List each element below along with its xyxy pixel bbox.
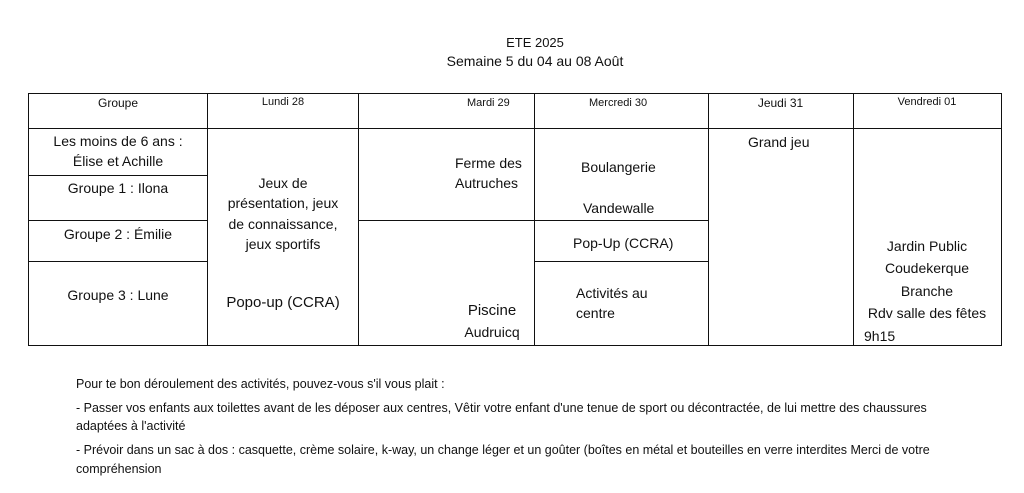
vendredi-activity: [853, 235, 1001, 347]
instructions: [76, 375, 976, 484]
page-title: ETE 2025: [506, 35, 564, 50]
mardi-bottom-line: Piscine: [467, 302, 517, 319]
mardi-top-line: Autruches: [455, 175, 519, 192]
instructions-item: - Passer vos enfants aux toilettes avant de les déposer aux centres, Vêtir votre enfant d'une tenue de sport ou décontractée, de lui mettre des chaussures adaptées à l'activité: [76, 401, 927, 434]
mercredi-group3-activity: [576, 283, 648, 324]
mardi-top-activity: [455, 153, 522, 194]
instructions-intro: Pour te bon déroulement des activités, pouvez-vous s'il vous plait :: [76, 377, 445, 391]
mercredi-group3-line: centre: [576, 305, 615, 322]
group-3: Groupe 3 : Lune: [67, 287, 169, 303]
header-mercredi: Mercredi 30: [589, 97, 648, 109]
group-under-6-label: Les moins de 6 ans :: [53, 133, 183, 149]
header-mardi: Mardi 29: [467, 97, 510, 109]
lundi-activity-line: de connaissance,: [228, 215, 338, 232]
vendredi-line: Jardin Public: [886, 238, 968, 254]
mercredi-top-line2: Vandewalle: [583, 200, 655, 216]
vendredi-line: Branche: [900, 282, 954, 299]
group-under-6-names: Élise et Achille: [72, 153, 164, 170]
instructions-item: - Prévoir dans un sac à dos : casquette, crème solaire, k-way, un change léger et un goûter (boîtes en métal et bouteilles en verre interdites Merci de votre compréhension: [76, 443, 930, 476]
vendredi-time: 9h15: [864, 327, 896, 344]
mardi-top-line: Ferme des: [455, 155, 522, 171]
header-lundi: Lundi 28: [261, 96, 305, 108]
lundi-activity-line: présentation, jeux: [227, 195, 339, 212]
mercredi-group2-activity: Pop-Up (CCRA): [573, 235, 674, 251]
header-jeudi: Jeudi 31: [757, 96, 804, 110]
group-1: Groupe 1 : Ilona: [67, 180, 169, 196]
header-groupe: Groupe: [97, 96, 139, 110]
vendredi-line: Coudekerque: [884, 260, 970, 277]
group-2: Groupe 2 : Émilie: [63, 226, 173, 242]
mardi-bottom-activity: [455, 300, 529, 342]
mercredi-top-line1: Boulangerie: [581, 159, 656, 175]
vendredi-line: Rdv salle des fêtes: [867, 305, 987, 322]
mercredi-group3-line: Activités au: [576, 285, 648, 301]
group-under-6: [28, 131, 208, 172]
lundi-group3-activity: Popo-up (CCRA): [226, 294, 340, 311]
mardi-bottom-line: Audruicq: [464, 323, 520, 340]
page-subtitle: Semaine 5 du 04 au 08 Août: [446, 53, 624, 69]
lundi-activity-line: jeux sportifs: [245, 235, 321, 252]
header-vendredi: Vendredi 01: [897, 96, 957, 108]
lundi-activity: [207, 173, 359, 254]
lundi-activity-line: Jeux de: [258, 175, 308, 191]
jeudi-activity: Grand jeu: [748, 134, 810, 150]
